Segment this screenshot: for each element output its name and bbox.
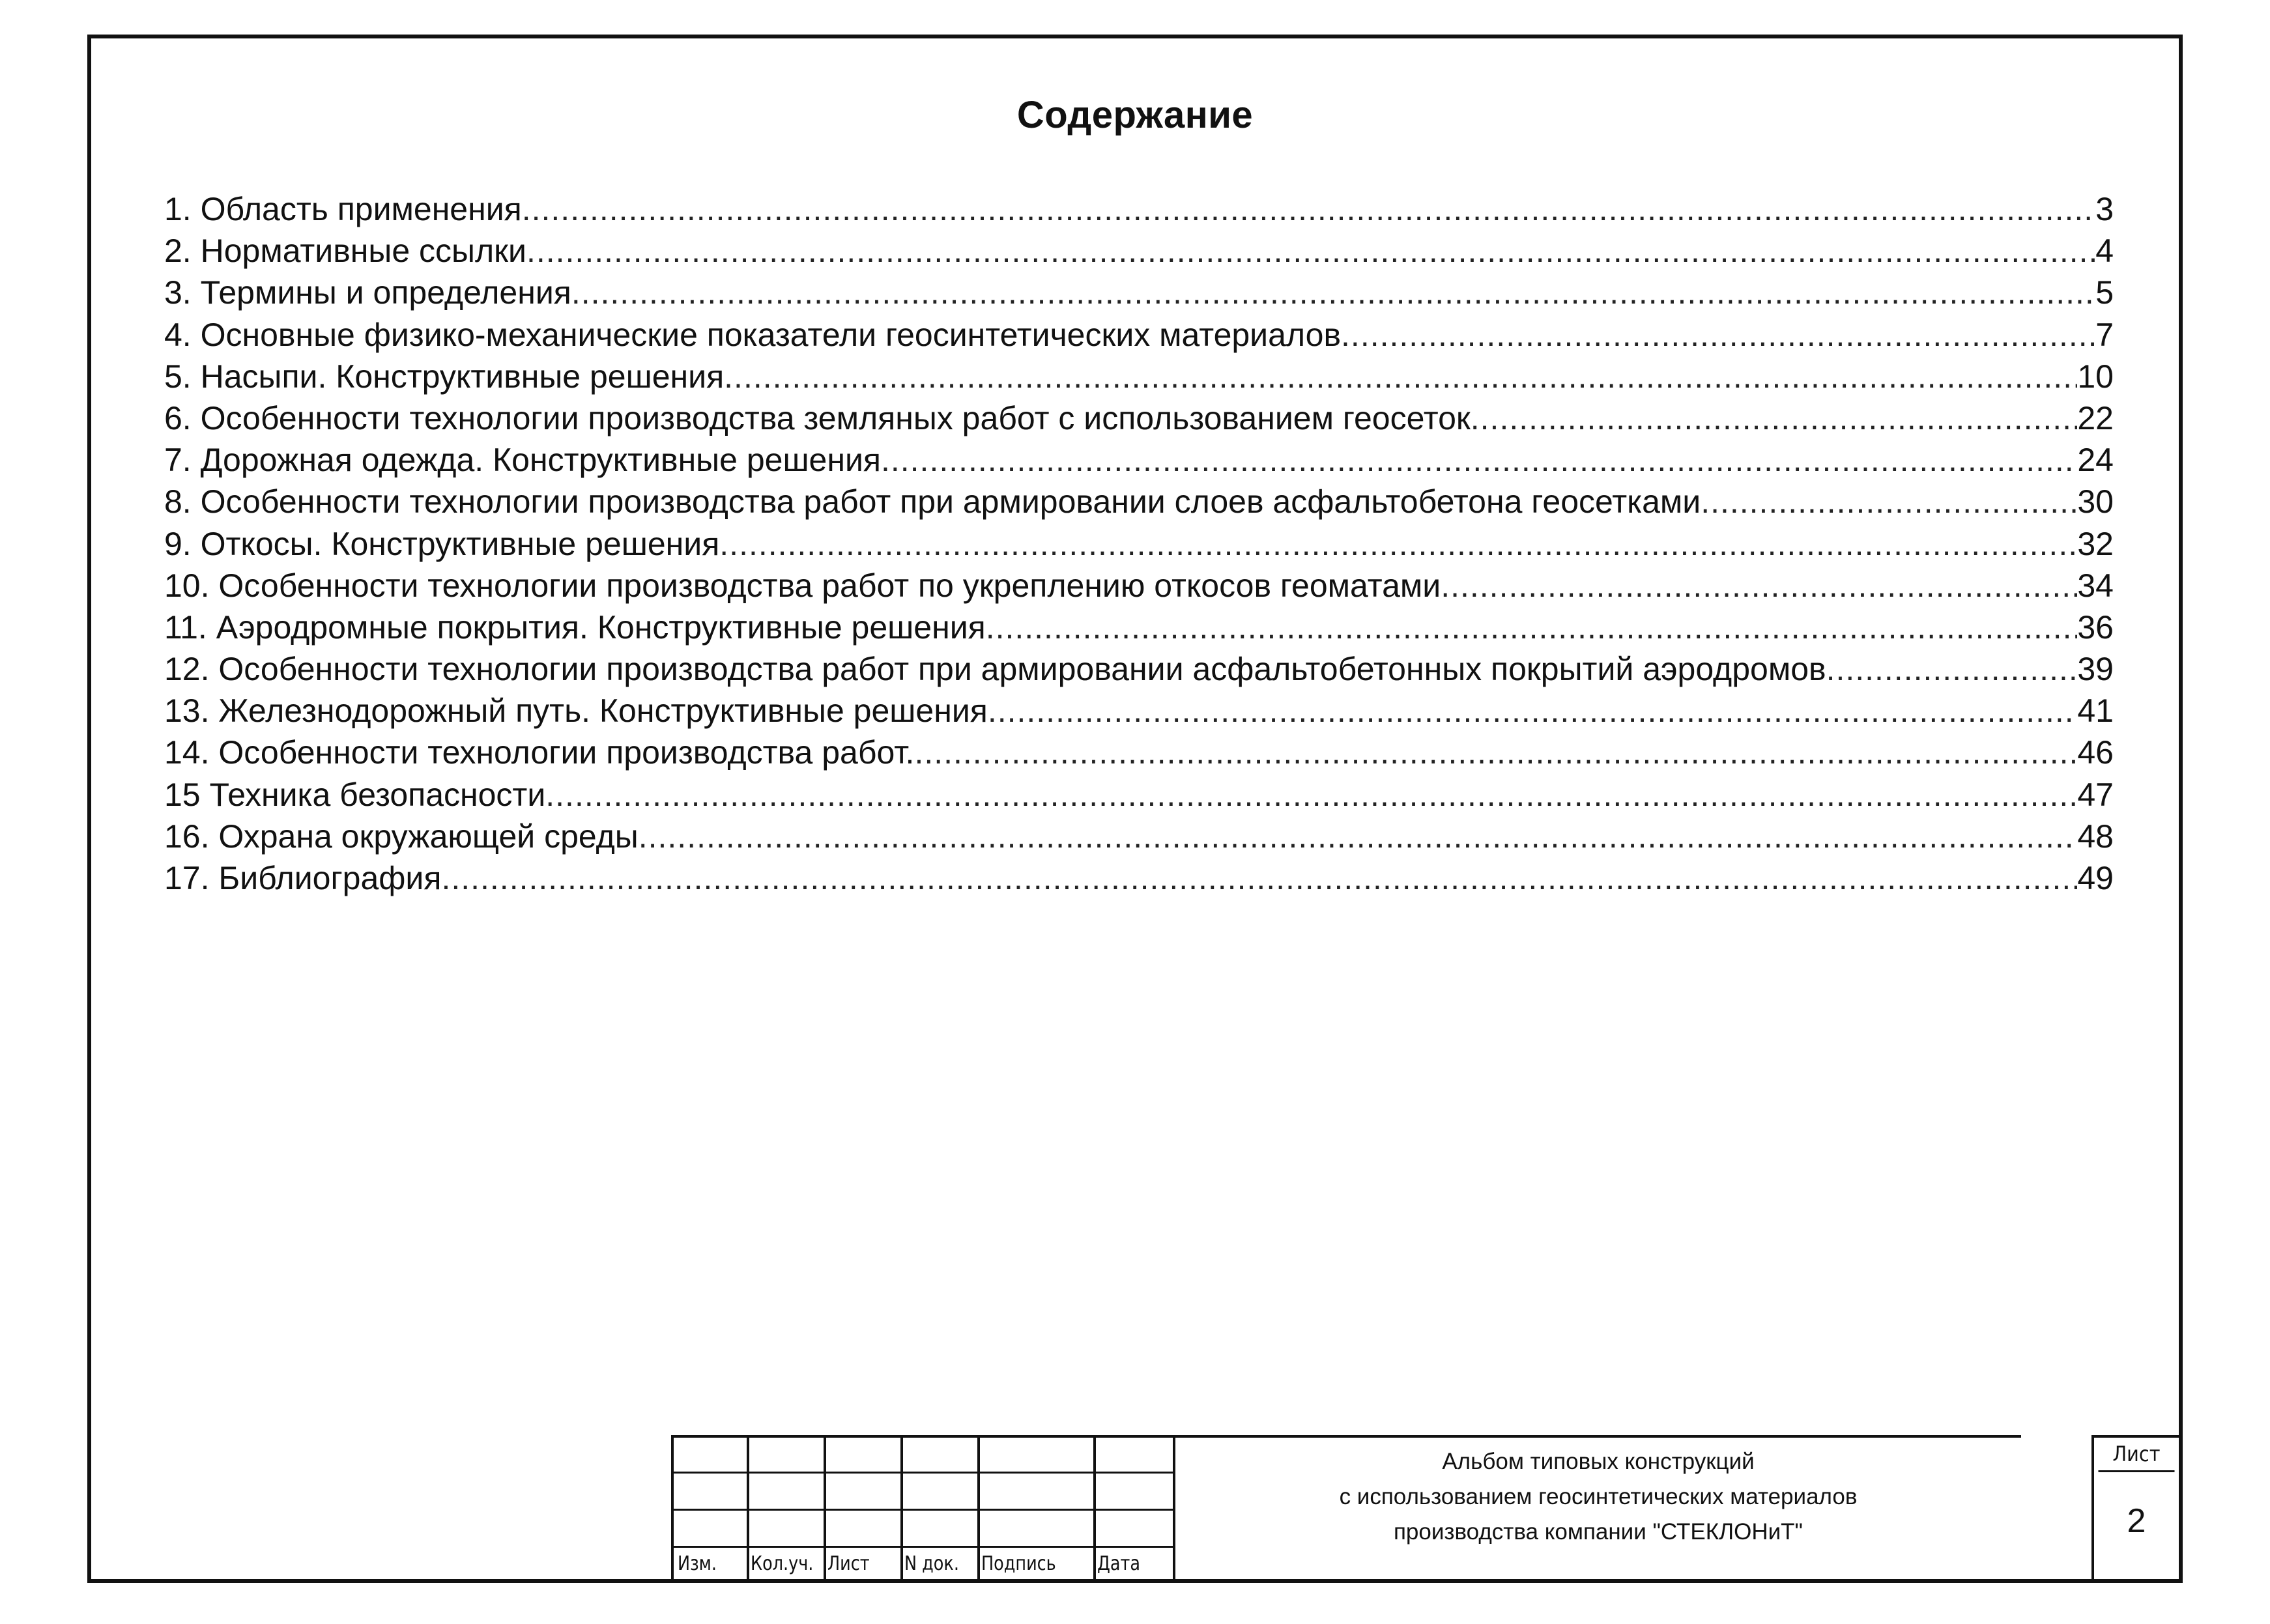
toc-entry-page: 7 xyxy=(2095,316,2114,353)
toc-entry xyxy=(164,481,2114,522)
drawing-frame xyxy=(87,35,2183,1583)
toc-entry-page: 46 xyxy=(2077,734,2114,771)
toc-entry-title: 11. Аэродромные покрытия. Конструктивные решения xyxy=(164,608,986,646)
column-label-signature: Подпись xyxy=(981,1552,1056,1575)
toc-entry xyxy=(164,523,2114,565)
document-title-cell xyxy=(1173,1435,2021,1579)
toc-entry-title: 1. Область применения xyxy=(164,191,522,227)
toc-entry xyxy=(164,272,2114,313)
toc-entry xyxy=(164,439,2114,481)
toc-entry-page: 5 xyxy=(2095,274,2114,311)
toc-entry-page: 41 xyxy=(2077,692,2114,730)
toc-entry-title: 17. Библиография xyxy=(164,860,442,896)
toc-entry xyxy=(164,857,2114,899)
toc-entry-title: 6. Особенности технологии производства земляных работ с использованием геосеток xyxy=(164,399,1471,436)
toc-leader-dots xyxy=(1441,565,2077,606)
toc-entry-title: 14. Особенности технологии производства работ. xyxy=(164,734,915,771)
toc-entry-title: 2. Нормативные ссылки xyxy=(164,233,526,270)
title-block xyxy=(671,1435,2091,1583)
toc-entry xyxy=(164,816,2114,857)
toc-leader-dots xyxy=(639,816,2078,857)
toc-leader-dots xyxy=(1341,314,2095,356)
toc-leader-dots xyxy=(526,230,2095,272)
toc-entry-page: 48 xyxy=(2077,818,2114,855)
toc-entry-title: 16. Охрана окружающей среды xyxy=(164,818,639,855)
toc-leader-dots xyxy=(988,690,2078,732)
column-label-change: Изм. xyxy=(678,1552,717,1575)
toc-entry-title: 12. Особенности технологии производства работ при армировании асфальтобетонных покрытий аэродромов xyxy=(164,651,1826,688)
toc-entry-title: 15 Техника безопасности xyxy=(164,776,546,813)
toc-entry xyxy=(164,356,2114,397)
toc-entry xyxy=(164,732,2114,773)
toc-entry xyxy=(164,565,2114,606)
toc-entry xyxy=(164,774,2114,816)
toc-leader-dots xyxy=(1471,397,2078,439)
toc-leader-dots xyxy=(571,272,2095,313)
toc-leader-dots xyxy=(441,857,2077,899)
toc-entry-title: 7. Дорожная одежда. Конструктивные решения xyxy=(164,442,881,479)
toc-entry-title: 5. Насыпи. Конструктивные решения xyxy=(164,358,725,395)
toc-entry-title: 8. Особенности технологии производства работ при армировании слоев асфальтобетона геосетками xyxy=(164,483,1701,520)
toc-leader-dots xyxy=(1701,481,2077,522)
toc-entry xyxy=(164,690,2114,732)
toc-entry-page: 36 xyxy=(2077,608,2114,646)
toc-leader-dots xyxy=(914,732,2077,773)
toc-leader-dots xyxy=(545,774,2077,816)
document-title-line: производства компании "СТЕКЛОНиТ" xyxy=(1393,1519,1803,1545)
toc-entry xyxy=(164,648,2114,690)
grid-line xyxy=(977,1438,980,1579)
sheet-cell xyxy=(2091,1435,2179,1579)
grid-line xyxy=(1093,1438,1096,1579)
column-label-sheet: Лист xyxy=(827,1552,870,1575)
toc-entry-title: 10. Особенности технологии производства работ по укреплению откосов геоматами xyxy=(164,567,1441,604)
toc-entry xyxy=(164,230,2114,272)
toc-entry-page: 4 xyxy=(2095,233,2114,270)
toc-leader-dots xyxy=(1826,648,2078,690)
column-label-doc-number: N док. xyxy=(904,1552,959,1575)
toc-entry-title: 4. Основные физико-механические показатели геосинтетических материалов xyxy=(164,316,1342,353)
document-title-line: Альбом типовых конструкций xyxy=(1442,1449,1755,1474)
toc-entry-title: 13. Железнодорожный путь. Конструктивные решения xyxy=(164,692,988,730)
toc-entry-page: 32 xyxy=(2077,525,2114,562)
toc-leader-dots xyxy=(522,188,2095,230)
toc-entry-page: 10 xyxy=(2077,358,2114,395)
document-title-line: с использованием геосинтетических материалов xyxy=(1339,1484,1858,1509)
toc-entry xyxy=(164,314,2114,356)
page-title: Содержание xyxy=(1016,94,1254,136)
grid-line xyxy=(747,1438,749,1579)
sheet-number: 2 xyxy=(2127,1502,2146,1540)
toc-entry-page: 47 xyxy=(2077,776,2114,813)
toc-entry-title: 9. Откосы. Конструктивные решения xyxy=(164,525,720,562)
sheet-label: Лист xyxy=(2099,1438,2175,1472)
toc-leader-dots xyxy=(724,356,2077,397)
toc-entry xyxy=(164,606,2114,648)
toc-leader-dots xyxy=(881,439,2077,481)
toc-entry-page: 34 xyxy=(2077,567,2114,604)
grid-line xyxy=(900,1438,903,1579)
revision-table xyxy=(671,1435,1173,1579)
grid-line xyxy=(824,1438,826,1579)
column-label-date: Дата xyxy=(1097,1552,1141,1575)
toc-entry-page: 24 xyxy=(2077,442,2114,479)
column-label-count: Кол.уч. xyxy=(751,1552,814,1575)
toc-entry-page: 3 xyxy=(2095,191,2114,227)
toc-leader-dots xyxy=(986,606,2078,648)
toc-entry-page: 49 xyxy=(2077,860,2114,896)
toc-entry-page: 30 xyxy=(2077,483,2114,520)
toc-entry xyxy=(164,188,2114,230)
toc-leader-dots xyxy=(719,523,2077,565)
toc-entry-page: 22 xyxy=(2077,399,2114,436)
toc-entry xyxy=(164,397,2114,439)
toc-entry-title: 3. Термины и определения xyxy=(164,274,571,311)
table-of-contents xyxy=(164,188,2114,899)
toc-entry-page: 39 xyxy=(2077,651,2114,688)
